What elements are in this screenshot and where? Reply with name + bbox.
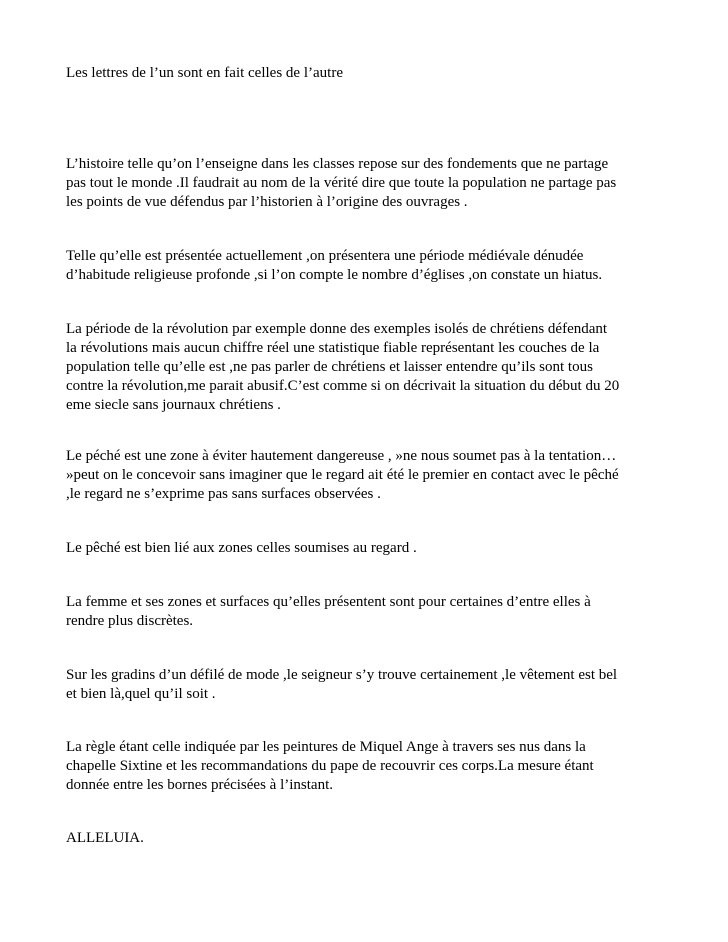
text-line: Le péché est une zone à éviter hautement dangereuse , »ne nous soumet pas à la tentation… xyxy=(66,448,617,464)
paragraph-5 xyxy=(66,539,666,558)
paragraph-7 xyxy=(66,666,666,704)
text-line: Telle qu’elle est présentée actuellement ,on présentera une période médiévale dénudée xyxy=(66,248,584,264)
closing-line xyxy=(66,829,666,848)
text-line: population telle qu’elle est ,ne pas parler de chrétiens et laisser entendre qu’ils sont tous xyxy=(66,359,593,375)
text-line: d’habitude religieuse profonde ,si l’on compte le nombre d’églises ,on constate un hiatus. xyxy=(66,267,603,283)
paragraph-1 xyxy=(66,155,666,212)
text-line: rendre plus discrètes. xyxy=(66,613,194,629)
paragraph-4 xyxy=(66,447,666,504)
text-line: Les lettres de l’un sont en fait celles de l’autre xyxy=(66,65,343,81)
text-line: L’histoire telle qu’on l’enseigne dans les classes repose sur des fondements que ne partage xyxy=(66,156,609,172)
paragraph-2 xyxy=(66,247,666,285)
text-line: donnée entre les bornes précisées à l’instant. xyxy=(66,777,333,793)
paragraph-3 xyxy=(66,320,666,415)
text-line: ALLELUIA. xyxy=(66,830,144,846)
text-line: et bien là,quel qu’il soit . xyxy=(66,686,216,702)
text-line: pas tout le monde .Il faudrait au nom de la vérité dire que toute la population ne partage pas xyxy=(66,175,617,191)
text-line: ,le regard ne s’exprime pas sans surfaces observées . xyxy=(66,486,381,502)
paragraph-6 xyxy=(66,593,666,631)
paragraph-8 xyxy=(66,738,666,795)
text-line: La femme et ses zones et surfaces qu’elles présentent sont pour certaines d’entre elles à xyxy=(66,594,591,610)
text-line: chapelle Sixtine et les recommandations du pape de recouvrir ces corps.La mesure étant xyxy=(66,758,594,774)
text-line: Sur les gradins d’un défilé de mode ,le seigneur s’y trouve certainement ,le vêtement est bel xyxy=(66,667,618,683)
text-line: La période de la révolution par exemple donne des exemples isolés de chrétiens défendant xyxy=(66,321,608,337)
text-line: contre la révolution,me parait abusif.C’est comme si on décrivait la situation du début du 20 xyxy=(66,378,620,394)
text-line: »peut on le concevoir sans imaginer que le regard ait été le premier en contact avec le pêché xyxy=(66,467,619,483)
text-line: Le pêché est bien lié aux zones celles soumises au regard . xyxy=(66,540,417,556)
title-line xyxy=(66,64,666,83)
text-line: la révolutions mais aucun chiffre réel une statistique fiable représentant les couches de la xyxy=(66,340,600,356)
text-line: La règle étant celle indiquée par les peintures de Miquel Ange à travers ses nus dans la xyxy=(66,739,586,755)
text-line: les points de vue défendus par l’historien à l’origine des ouvrages . xyxy=(66,194,468,210)
text-line: eme siecle sans journaux chrétiens . xyxy=(66,397,281,413)
